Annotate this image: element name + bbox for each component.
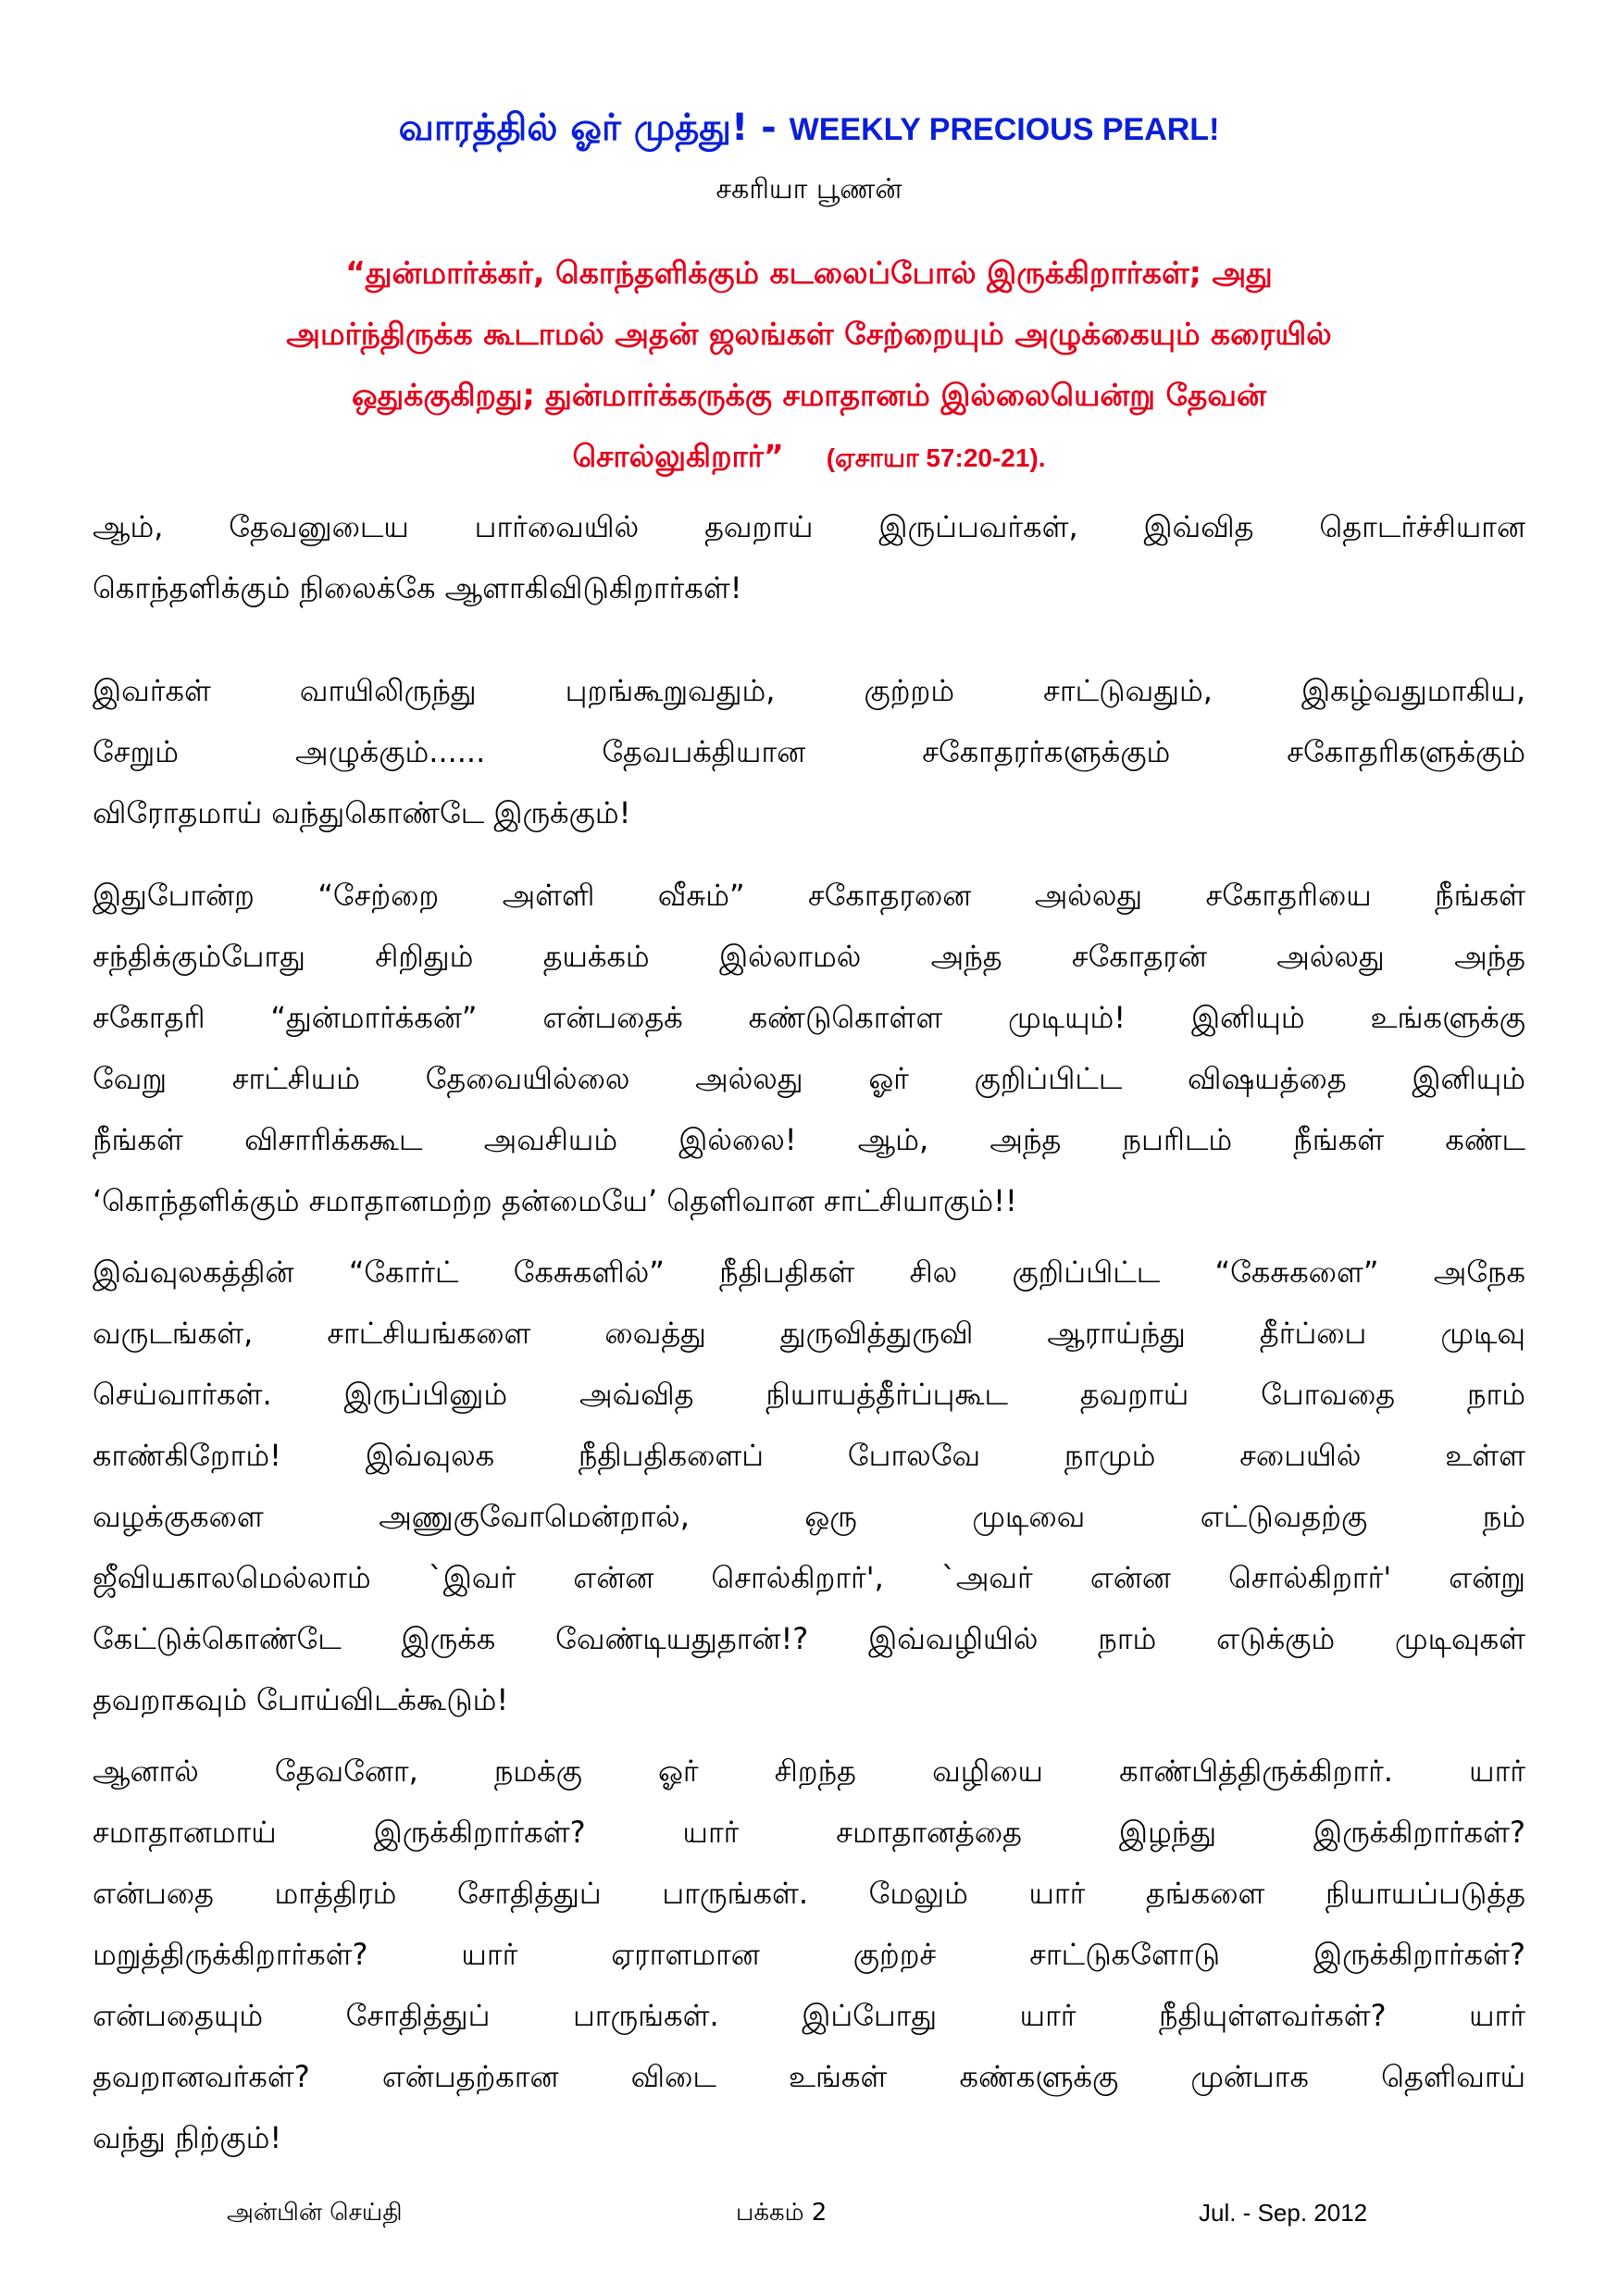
paragraph-line: நீங்கள் விசாரிக்ககூட அவசியம் இல்லை! ஆம், அந்த நபரிடம் நீங்கள் கண்ட: [93, 1122, 1525, 1157]
paragraph-line: தவறாகவும் போய்விடக்கூடும்!: [93, 1682, 509, 1717]
paragraph-line: ஜீவியகாலமெல்லாம் `இவர் என்ன சொல்கிறார்', `அவர் என்ன சொல்கிறார்' என்று: [93, 1560, 1525, 1595]
paragraph-4: [93, 1242, 1525, 1730]
verse-line: [102, 426, 1516, 489]
paragraph-line: வேறு சாட்சியம் தேவையில்லை அல்லது ஓர் குறிப்பிட்ட விஷயத்தை இனியும்: [93, 1061, 1525, 1096]
footer-page-number: பக்கம் 2: [736, 2199, 828, 2227]
paragraph-line: இவர்கள் வாயிலிருந்து புறங்கூறுவதும், குற்றம் சாட்டுவதும், இகழ்வதுமாகிய,: [93, 673, 1525, 708]
paragraph-line: ‘கொந்தளிக்கும் சமாதானமற்ற தன்மையே’ தெளிவான சாட்சியாகும்!!: [93, 1183, 1017, 1218]
paragraph-line: வருடங்கள், சாட்சியங்களை வைத்து துருவித்துருவி ஆராய்ந்து தீர்ப்பை முடிவு: [93, 1316, 1525, 1351]
title-separator: ! -: [730, 106, 790, 149]
title-tamil: வாரத்தில் ஓர் முத்து: [398, 106, 731, 149]
paragraph-line: என்பதை மாத்திரம் சோதித்துப் பாருங்கள். மேலும் யார் தங்களை நியாயப்படுத்த: [93, 1876, 1525, 1911]
paragraph-line: தவறானவர்கள்? என்பதற்கான விடை உங்கள் கண்களுக்கு முன்பாக தெளிவாய்: [93, 2059, 1525, 2094]
paragraph-5: [93, 1741, 1525, 2168]
paragraph-line: இவ்வுலகத்தின் “கோர்ட் கேசுகளில்” நீதிபதிகள் சில குறிப்பிட்ட “கேசுகளை” அநேக: [93, 1254, 1525, 1290]
page-title: [0, 100, 1618, 157]
paragraph-line: வழக்குகளை அணுகுவோமென்றால், ஒரு முடிவை எட்டுவதற்கு நம்: [93, 1499, 1525, 1534]
paragraph-line: இதுபோன்ற “சேற்றை அள்ளி வீசும்” சகோதரனை அல்லது சகோதரியை நீங்கள்: [93, 878, 1525, 913]
paragraph-2: [93, 660, 1525, 843]
paragraph-line: சகோதரி “துன்மார்க்கன்” என்பதைக் கண்டுகொள்ள முடியும்! இனியும் உங்களுக்கு: [93, 1000, 1525, 1035]
verse-line: அமர்ந்திருக்க கூடாமல் அதன் ஜலங்கள் சேற்றையும் அழுக்கையும் கரையில்: [286, 316, 1332, 352]
verse-line: ஒதுக்குகிறது; துன்மார்க்கருக்கு சமாதானம் இல்லையென்று தேவன்: [351, 377, 1267, 413]
verse-line: “துன்மார்க்கர், கொந்தளிக்கும் கடலைப்போல் இருக்கிறார்கள்; அது: [345, 255, 1273, 291]
paragraph-line: ஆனால் தேவனோ, நமக்கு ஓர் சிறந்த வழியை காண்பித்திருக்கிறார். யார்: [93, 1753, 1525, 1789]
paragraph-line: சந்திக்கும்போது சிறிதும் தயக்கம் இல்லாமல் அந்த சகோதரன் அல்லது அந்த: [93, 939, 1525, 974]
footer-publication: அன்பின் செய்தி: [227, 2199, 403, 2227]
verse-line-text: சொல்லுகிறார்”: [572, 438, 784, 474]
paragraph-line: காண்கிறோம்! இவ்வுலக நீதிபதிகளைப் போலவே நாமும் சபையில் உள்ள: [93, 1438, 1525, 1473]
scripture-verse: [102, 243, 1516, 489]
paragraph-line: சேறும் அழுக்கும்...... தேவபக்தியான சகோதரர்களுக்கும் சகோதரிகளுக்கும்: [93, 734, 1525, 769]
paragraph-line: என்பதையும் சோதித்துப் பாருங்கள். இப்போது யார் நீதியுள்ளவர்கள்? யார்: [93, 1998, 1525, 2033]
paragraph-line: வந்து நிற்கும்!: [93, 2120, 282, 2155]
paragraph-line: சமாதானமாய் இருக்கிறார்கள்? யார் சமாதானத்தை இழந்து இருக்கிறார்கள்?: [93, 1815, 1526, 1850]
footer-date: Jul. - Sep. 2012: [1199, 2199, 1368, 2227]
verse-reference: (ஏசாயா 57:20-21).: [826, 443, 1046, 472]
title-english: WEEKLY PRECIOUS PEARL!: [789, 112, 1220, 147]
paragraph-line: கேட்டுக்கொண்டே இருக்க வேண்டியதுதான்!? இவ்வழியில் நாம் எடுக்கும் முடிவுகள்: [93, 1621, 1525, 1656]
paragraph-line: விரோதமாய் வந்துகொண்டே இருக்கும்!: [93, 795, 631, 830]
paragraph-1: [93, 496, 1525, 618]
author-name: சகரியா பூணன்: [716, 173, 902, 206]
paragraph-line: மறுத்திருக்கிறார்கள்? யார் ஏராளமான குற்றச் சாட்டுகளோடு இருக்கிறார்கள்?: [93, 1937, 1525, 1972]
paragraph-3: [93, 865, 1525, 1231]
paragraph-line: செய்வார்கள். இருப்பினும் அவ்வித நியாயத்தீர்ப்புகூட தவறாய் போவதை நாம்: [93, 1377, 1525, 1412]
paragraph-line: ஆம், தேவனுடைய பார்வையில் தவறாய் இருப்பவர்கள், இவ்வித தொடர்ச்சியான: [93, 509, 1525, 544]
paragraph-line: கொந்தளிக்கும் நிலைக்கே ஆளாகிவிடுகிறார்கள்!: [93, 570, 742, 605]
